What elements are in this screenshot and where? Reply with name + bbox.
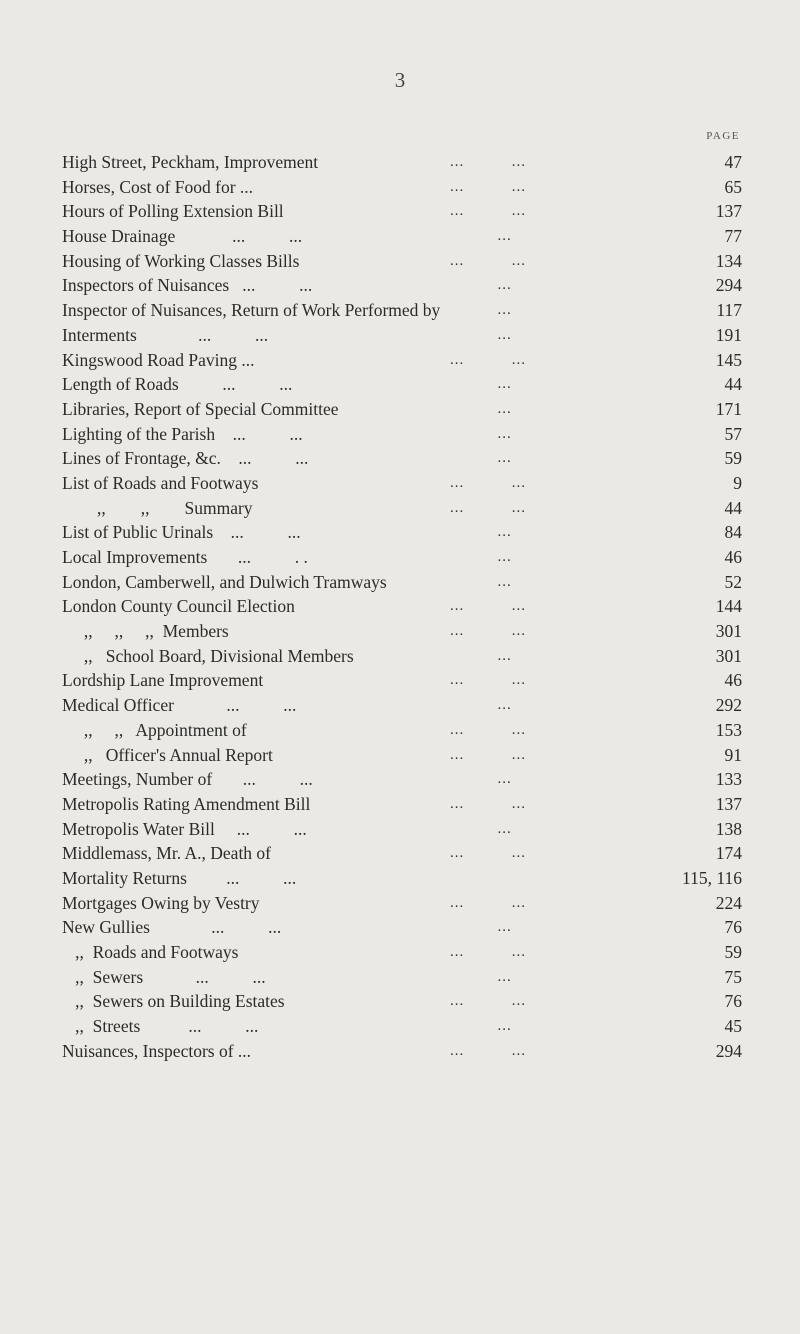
index-entry <box>62 545 742 570</box>
index-entry-page: 46 <box>724 670 742 691</box>
index-entry <box>62 496 742 521</box>
index-entry <box>62 471 742 496</box>
index-entry <box>62 273 742 298</box>
index-entry-page: 144 <box>715 596 742 617</box>
index-entry-page: 75 <box>724 966 742 987</box>
index-entry-text: Metropolis Rating Amendment Bill <box>62 793 311 814</box>
index-entry-text: Mortality Returns ... ... <box>62 867 297 888</box>
index-entry <box>62 767 742 792</box>
index-entry-page: 44 <box>724 374 742 395</box>
index-entry <box>62 348 742 373</box>
index-entry-leader: ... ... <box>450 1042 526 1059</box>
index-entry-leader: ... ... <box>450 623 526 640</box>
index-entry-page: 84 <box>724 522 742 543</box>
index-entry <box>62 891 742 916</box>
index-entry-page: 191 <box>715 324 742 345</box>
page-column-header: PAGE <box>706 130 740 142</box>
index-entry-text: Meetings, Number of ... ... <box>62 769 313 790</box>
index-entry-page: 57 <box>724 423 742 444</box>
index-entry-leader: ... ... <box>450 795 526 812</box>
index-entry-text: London, Camberwell, and Dulwich Tramways <box>62 571 387 592</box>
index-entry-page: 45 <box>724 1016 742 1037</box>
index-entry-leader: ... <box>450 450 512 467</box>
index-entry-text: Nuisances, Inspectors of ... <box>62 1040 252 1061</box>
index-entry-leader: ... ... <box>450 993 526 1010</box>
index-entry-page: 301 <box>715 645 742 666</box>
index-entry-page: 153 <box>715 719 742 740</box>
index-entry-page: 171 <box>715 398 742 419</box>
index-entry-text: Middlemass, Mr. A., Death of <box>62 843 272 864</box>
index-entry-text: Inspectors of Nuisances ... ... <box>62 275 313 296</box>
index-entry-page: 59 <box>724 448 742 469</box>
index-entry <box>62 446 742 471</box>
index-entry-leader: ... <box>450 326 512 343</box>
index-entry <box>62 594 742 619</box>
index-entry-text: Lighting of the Parish ... ... <box>62 423 303 444</box>
index-entry-leader: ... ... <box>450 499 526 516</box>
index-entry-text: ,, ,, ,, Members <box>62 621 229 642</box>
index-entry-leader: ... <box>450 1018 512 1035</box>
index-entry-text: ,, Streets ... ... <box>62 1016 259 1037</box>
index-entry <box>62 298 742 323</box>
index-entry-text: Hours of Polling Extension Bill <box>62 201 284 222</box>
index-entry <box>62 570 742 595</box>
index-entry-page: 137 <box>715 793 742 814</box>
index-entry-page: 9 <box>733 472 742 493</box>
index-entry <box>62 199 742 224</box>
index-entry-leader: ... <box>450 647 512 664</box>
index-entry-leader: ... <box>450 573 512 590</box>
index-entry-text: ,, Roads and Footways <box>62 942 239 962</box>
index-entry-page: 77 <box>724 226 742 247</box>
index-entry-page: 134 <box>715 250 742 271</box>
index-entry-leader: ... ... <box>450 746 526 763</box>
index-entry-text: London County Council Election <box>62 596 295 617</box>
index-entry-text: Housing of Working Classes Bills <box>62 250 300 271</box>
index-entry-leader: ... <box>450 549 512 565</box>
index-entry-page: 46 <box>724 547 742 567</box>
index-entry-text: Metropolis Water Bill ... ... <box>62 818 307 839</box>
index-entry-text: ,, Sewers ... ... <box>62 966 266 987</box>
index-entry-leader: ... ... <box>450 944 526 960</box>
index-entry-leader: ... <box>450 425 512 442</box>
index-entry-text: ,, ,, Appointment of <box>62 719 247 740</box>
index-entry <box>62 693 742 718</box>
index-entry-page: 115, 116 <box>682 867 742 888</box>
index-entry-text: Length of Roads ... ... <box>62 374 293 395</box>
index-entry-leader: ... ... <box>450 721 526 738</box>
index-entry <box>62 841 742 866</box>
index-entry <box>62 915 742 940</box>
index-entry-page: 59 <box>724 942 742 962</box>
page-number: 3 <box>394 68 406 92</box>
index-entry-leader: ... <box>450 524 512 541</box>
index-entry-leader: ... ... <box>450 351 526 368</box>
index-entry-text: ,, Officer's Annual Report <box>62 744 273 765</box>
index-entry-leader: ... ... <box>450 252 526 269</box>
index-entry-text: Lordship Lane Improvement <box>62 670 264 691</box>
index-entry-page: 52 <box>724 571 742 592</box>
index-entry-leader: ... ... <box>450 154 526 170</box>
index-entry <box>62 989 742 1014</box>
index-entry-page: 65 <box>724 176 742 197</box>
index-entry <box>62 644 742 669</box>
index-entry-text: Inspector of Nuisances, Return of Work Performed by <box>62 300 441 321</box>
index-entry <box>62 817 742 842</box>
index-entry <box>62 372 742 397</box>
index-entry-text: List of Roads and Footways <box>62 472 259 493</box>
index-entry-page: 145 <box>715 349 742 370</box>
index-entry-text: ,, Sewers on Building Estates <box>62 991 285 1012</box>
index-entry <box>62 965 742 990</box>
index-entry <box>62 619 742 644</box>
index-entry-leader: ... <box>450 302 512 319</box>
index-entry-text: Libraries, Report of Special Committee <box>62 398 339 419</box>
index-entry-leader: ... ... <box>450 845 526 862</box>
index-entry <box>62 323 742 348</box>
index-entry-leader: ... <box>450 228 512 245</box>
index-entry-page: 301 <box>715 621 742 642</box>
index-entry <box>62 718 742 743</box>
index-entry <box>62 668 742 693</box>
index-entry-page: 76 <box>724 917 742 938</box>
index-entry-text: Mortgages Owing by Vestry <box>62 892 260 913</box>
index-entry-leader: ... ... <box>450 474 526 491</box>
index-entry <box>62 1039 742 1064</box>
index-entry-leader: ... <box>450 771 512 788</box>
index-entry-leader: ... <box>450 820 512 837</box>
index-entry-page: 133 <box>715 769 742 790</box>
index-entry-text: Lines of Frontage, &c. ... ... <box>62 448 309 469</box>
index-entry <box>62 940 742 965</box>
index-entry <box>62 743 742 768</box>
index-entry <box>62 224 742 249</box>
index-entry-text: Interments ... ... <box>62 324 269 345</box>
index-entries <box>62 150 742 1063</box>
index-entry <box>62 422 742 447</box>
index-entry-page: 47 <box>724 152 742 172</box>
index-entry-text: Local Improvements ... . . <box>62 547 308 567</box>
index-entry-leader: ... ... <box>450 894 526 911</box>
index-entry-text: List of Public Urinals ... ... <box>62 522 301 543</box>
index-entry-leader: ... <box>450 919 512 936</box>
index-entry-page: 292 <box>715 695 742 716</box>
index-entry-page: 76 <box>724 991 742 1012</box>
index-entry-leader: ... <box>450 968 512 985</box>
index-entry-text: ,, School Board, Divisional Members <box>62 645 354 666</box>
index-entry <box>62 792 742 817</box>
index-entry-leader: ... ... <box>450 598 526 615</box>
index-entry-page: 224 <box>715 892 742 913</box>
index-entry-leader: ... <box>450 277 512 294</box>
index-entry-text: ,, ,, Summary <box>62 497 253 518</box>
index-entry-page: 174 <box>715 843 742 864</box>
index-entry <box>62 866 742 891</box>
index-entry <box>62 397 742 422</box>
index-entry <box>62 520 742 545</box>
index-entry <box>62 175 742 200</box>
index-entry-text: Kingswood Road Paving ... <box>62 349 255 370</box>
index-entry-page: 91 <box>724 744 742 765</box>
index-entry <box>62 249 742 274</box>
index-entry-page: 137 <box>715 201 742 222</box>
index-entry-leader: ... <box>450 697 512 714</box>
index-entry-page: 294 <box>715 1040 742 1061</box>
index-entry-leader: ... ... <box>450 672 526 689</box>
index-entry-text: High Street, Peckham, Improvement <box>62 152 319 172</box>
index-entry <box>62 1014 742 1039</box>
index-entry-page: 44 <box>724 497 742 518</box>
index-entry-leader: ... ... <box>450 178 526 195</box>
index-entry-text: New Gullies ... ... <box>62 917 282 938</box>
index-entry-text: Horses, Cost of Food for ... <box>62 176 254 197</box>
index-entry-leader: ... <box>450 400 512 417</box>
index-entry-page: 294 <box>715 275 742 296</box>
index-entry-page: 138 <box>715 818 742 839</box>
index-entry-text: House Drainage ... ... <box>62 226 303 247</box>
index-entry-text: Medical Officer ... ... <box>62 695 297 716</box>
index-entry-page: 117 <box>716 300 742 321</box>
index-entry-leader: ... ... <box>450 203 526 220</box>
index-entry <box>62 150 742 175</box>
index-entry-leader: ... <box>450 376 512 393</box>
